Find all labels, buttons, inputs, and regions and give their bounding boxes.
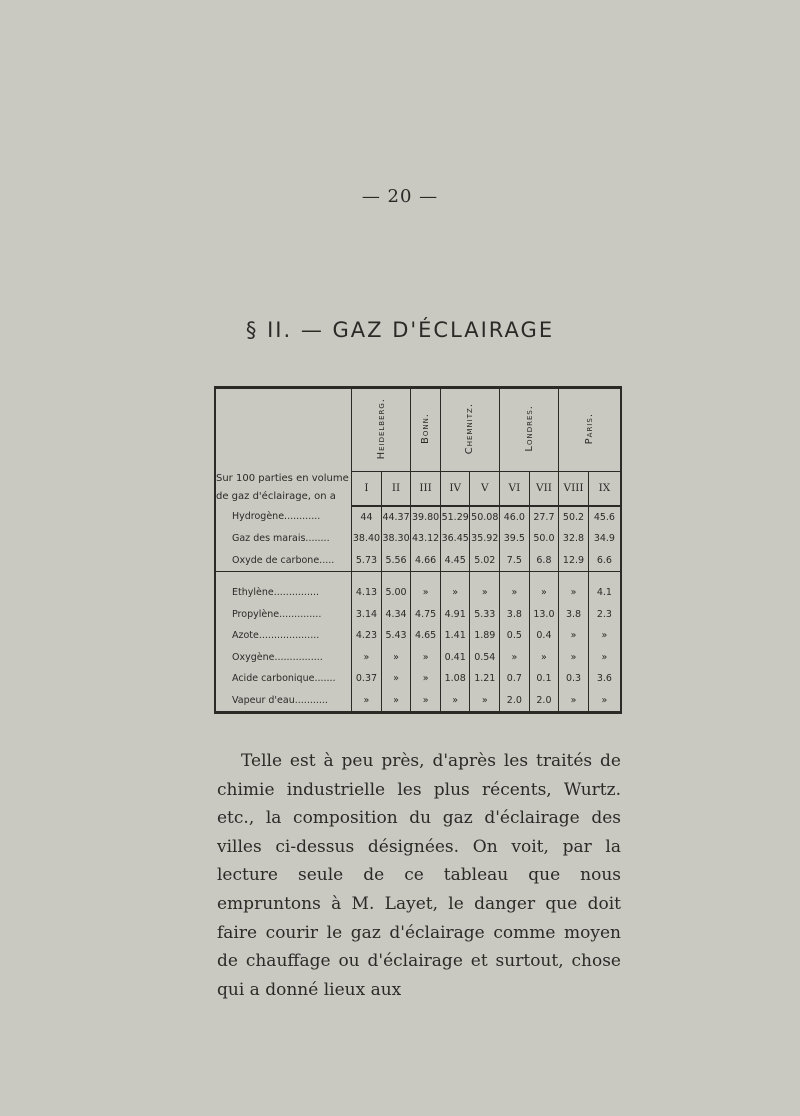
table-cell: 1.41 [440, 625, 470, 646]
table-cell: 0.5 [500, 625, 530, 646]
table-cell: » [411, 582, 441, 603]
table-cell: » [440, 690, 470, 711]
table-cell: 0.4 [529, 625, 559, 646]
table-cell: 38.30 [381, 528, 411, 549]
table-cell: 45.6 [588, 506, 620, 528]
table-cell: 4.65 [411, 625, 441, 646]
table-cell: 0.37 [352, 668, 382, 689]
table-cell: 50.08 [470, 506, 500, 528]
column-number: V [470, 471, 500, 505]
table-cell: » [559, 582, 589, 603]
table-cell: 5.33 [470, 604, 500, 625]
column-number: IX [588, 471, 620, 505]
table-cell: 3.14 [352, 604, 382, 625]
column-number: I [352, 471, 382, 505]
table-cell: 27.7 [529, 506, 559, 528]
table-cell: » [381, 647, 411, 668]
table-cell: 5.73 [352, 549, 382, 571]
row-label: Propylène.............. [232, 608, 322, 620]
table-cell: » [381, 690, 411, 711]
table-cell: 6.6 [588, 549, 620, 571]
table-row [216, 625, 620, 646]
table-cell: 5.43 [381, 625, 411, 646]
table-cell: » [352, 690, 382, 711]
table-cell: 0.54 [470, 647, 500, 668]
table-cell: 1.21 [470, 668, 500, 689]
table-cell: » [529, 647, 559, 668]
body-paragraph [217, 747, 621, 1004]
table-row [216, 506, 620, 528]
table-cell: » [559, 647, 589, 668]
table-row [216, 549, 620, 571]
table-cell: 4.66 [411, 549, 441, 571]
table-cell: 44 [352, 506, 382, 528]
row-label: Acide carbonique....... [232, 673, 336, 685]
table-cell: 4.91 [440, 604, 470, 625]
table-cell: » [411, 690, 441, 711]
table-cell: » [559, 625, 589, 646]
table-row [216, 668, 620, 689]
row-label: Vapeur d'eau........... [232, 694, 328, 706]
table-cell: » [470, 690, 500, 711]
table-cell: 2.0 [500, 690, 530, 711]
column-number: III [411, 471, 441, 505]
table-cell: » [529, 582, 559, 603]
table-cell: 5.02 [470, 549, 500, 571]
table-cell: 5.56 [381, 549, 411, 571]
table-row [216, 690, 620, 711]
table-cell: 7.5 [500, 549, 530, 571]
row-label: Oxyde de carbone..... [216, 549, 352, 571]
table-cell: 2.0 [529, 690, 559, 711]
table-cell: 39.80 [411, 506, 441, 528]
section-title: § II. — GAZ D'ÉCLAIRAGE [245, 318, 555, 342]
table-cell: » [381, 668, 411, 689]
table-cell: » [440, 582, 470, 603]
table-row [216, 582, 620, 603]
table-cell: » [411, 647, 441, 668]
table-cell: 4.34 [381, 604, 411, 625]
table-cell: » [588, 625, 620, 646]
table-cell: 3.8 [559, 604, 589, 625]
table-cell: 2.3 [588, 604, 620, 625]
table-cell: 3.8 [500, 604, 530, 625]
table-cell: 4.23 [352, 625, 382, 646]
table-row [216, 528, 620, 549]
row-label: Hydrogène............ [232, 511, 321, 523]
table-cell: » [470, 582, 500, 603]
table-cell: » [500, 647, 530, 668]
city-heidelberg: Heidelberg. [352, 389, 411, 471]
table-cell: » [559, 690, 589, 711]
table-cell: » [500, 582, 530, 603]
city-chemnitz: Chemnitz. [440, 389, 499, 471]
table-cell: 36.45 [440, 528, 470, 549]
table-cell: 46.0 [500, 506, 530, 528]
table-cell: 4.75 [411, 604, 441, 625]
table-cell: 4.1 [588, 582, 620, 603]
table-cell: 43.12 [411, 528, 441, 549]
table-cell: 12.9 [559, 549, 589, 571]
table-cell: 13.0 [529, 604, 559, 625]
column-number: VI [500, 471, 530, 505]
column-number: IV [440, 471, 470, 505]
table-cell: 1.89 [470, 625, 500, 646]
paragraph-text: Telle est à peu près, d'après les traités de chimie industrielle les plus récents, Wurtz. etc., la composition du gaz d'éclairage des villes ci-dessus désignées. On voit, par la lecture seule de ce tableau que nous empruntons à M. Layet, le danger que doit faire courir le gaz d'éclairage comme moyen de chauffage ou d'éclairage et surtout, chose qui a donné lieux aux [217, 751, 621, 1000]
table-cell: 39.5 [500, 528, 530, 549]
city-paris: Paris. [559, 389, 620, 471]
table-cell: 6.8 [529, 549, 559, 571]
table-cell: » [411, 668, 441, 689]
row-label: Ethylène............... [232, 587, 320, 599]
table-cell: 50.0 [529, 528, 559, 549]
city-bonn: Bonn. [411, 389, 441, 471]
table-cell: 0.1 [529, 668, 559, 689]
table-cell: 50.2 [559, 506, 589, 528]
page-number: — 20 — [361, 186, 439, 207]
city-londres: Londres. [500, 389, 559, 471]
row-label: Oxygène................ [232, 651, 323, 663]
table-cell: » [352, 647, 382, 668]
column-number: VII [529, 471, 559, 505]
column-number: II [381, 471, 411, 505]
table-header-label: Sur 100 parties en volume de gaz d'éclairage, on a [216, 472, 349, 502]
table-cell: 34.9 [588, 528, 620, 549]
table-cell: 0.3 [559, 668, 589, 689]
table-cell: 1.08 [440, 668, 470, 689]
table-cell: » [588, 647, 620, 668]
table-cell: 0.7 [500, 668, 530, 689]
table-cell: 35.92 [470, 528, 500, 549]
table-cell: 51.29 [440, 506, 470, 528]
table-row [216, 647, 620, 668]
table-cell: 4.13 [352, 582, 382, 603]
table-cell: 3.6 [588, 668, 620, 689]
gas-composition-table [214, 386, 622, 714]
table-cell: » [588, 690, 620, 711]
column-number: VIII [559, 471, 589, 505]
table-cell: 4.45 [440, 549, 470, 571]
row-label: Gaz des marais........ [232, 533, 330, 545]
table-cell: 5.00 [381, 582, 411, 603]
table-cell: 0.41 [440, 647, 470, 668]
table-cell: 32.8 [559, 528, 589, 549]
table-cell: 44.37 [381, 506, 411, 528]
table-row [216, 604, 620, 625]
table-cell: 38.40 [352, 528, 382, 549]
row-label: Azote.................... [232, 630, 320, 642]
